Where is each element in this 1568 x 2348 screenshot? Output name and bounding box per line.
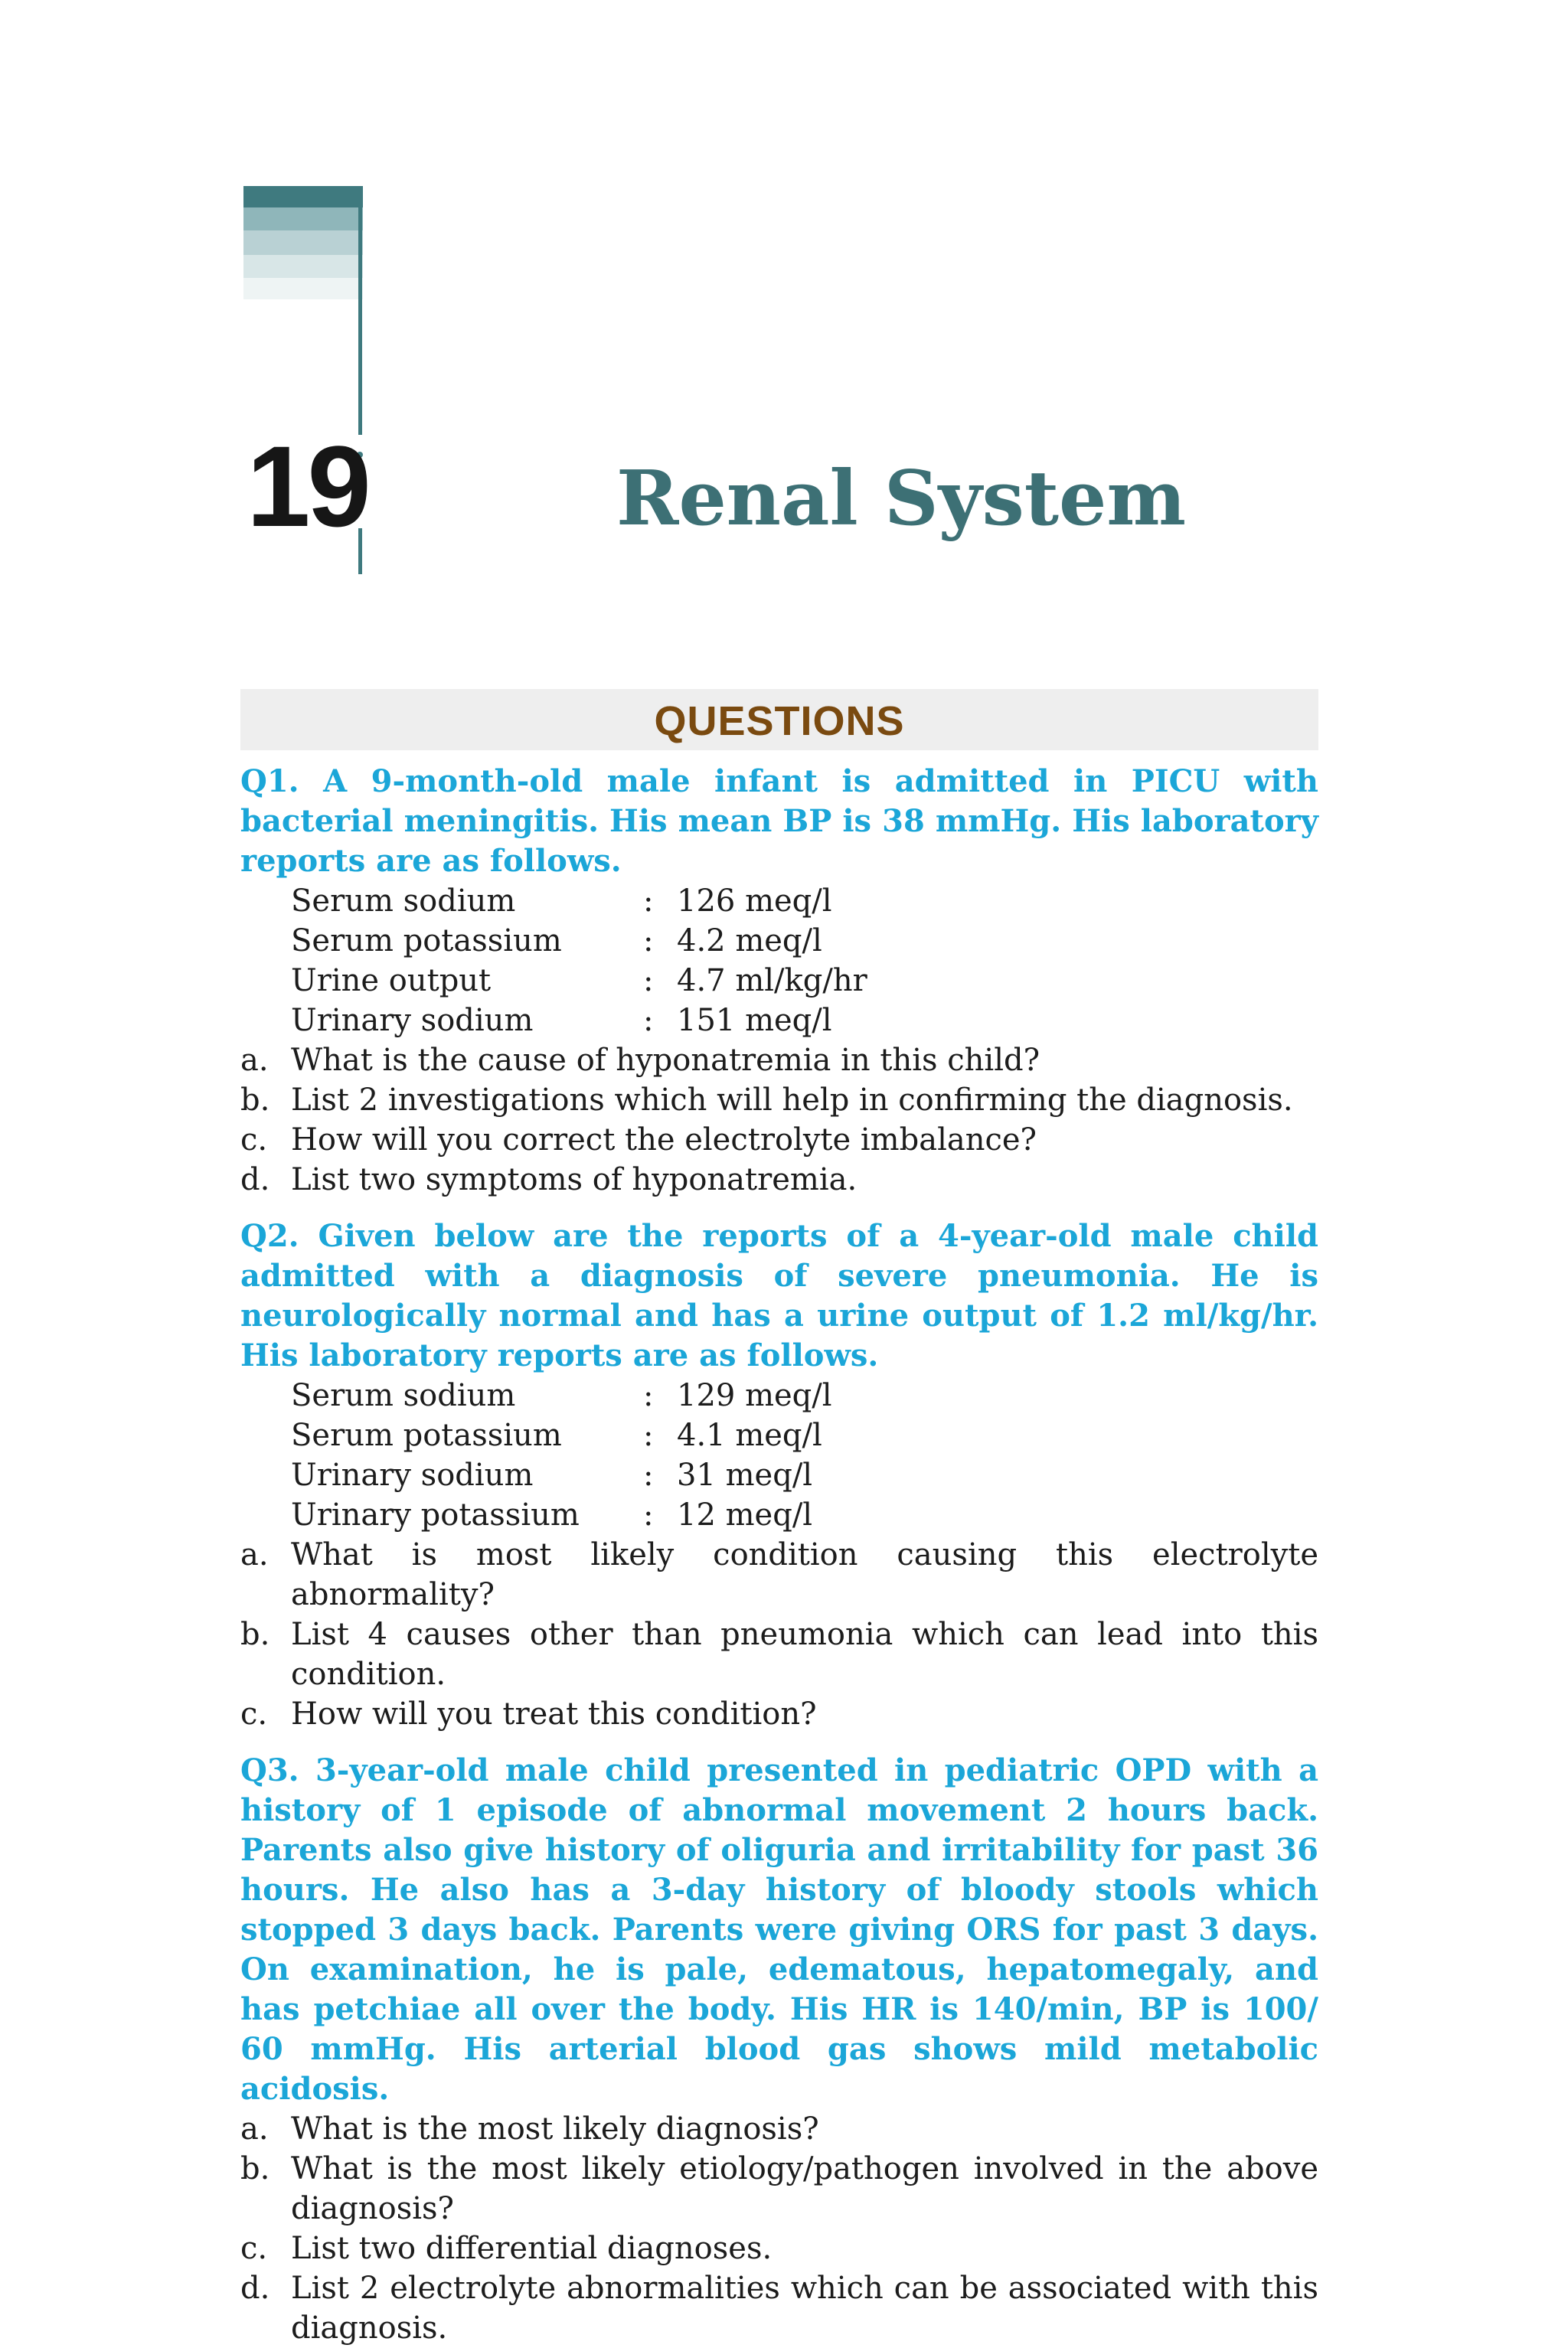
chapter-divider-line (358, 186, 362, 435)
sub-question: d. List 2 electrolyte abnormalities which can be associated with this diagnosis. (240, 2271, 1318, 2346)
sub-question: b. What is the most likely etiology/pathogen involved in the above diagnosis? (240, 2151, 1318, 2226)
lab-name: Urinary sodium (291, 1003, 534, 1038)
question-heading: Q3. 3-year-old male child presented in pediatric OPD with a history of 1 episode of abnormal movement 2 hours back. Parents also give history of oliguria and irritability for past 36 hours. He also has a 3-day history of bloody stools which stopped 3 days back. Parents were giving ORS for past 3 days. On examination, he is pale, edematous, hepatomegaly, and has petchiae all over the body. His HR is 140/min, BP is 100/ 60 mmHg. His arterial blood gas shows mild metabolic acidosis. (240, 1752, 1318, 2107)
decor-band (243, 255, 363, 278)
chapter-title: Renal System (616, 455, 1187, 543)
lab-value: 4.2 meq/l (677, 923, 822, 958)
lab-row: Serum potassium : 4.1 meq/l (291, 1416, 1318, 1455)
lab-report (291, 881, 1318, 1040)
decor-band (243, 186, 363, 207)
lab-value: 4.7 ml/kg/hr (677, 963, 867, 998)
lab-value: 129 meq/l (677, 1378, 832, 1413)
chapter-header-decoration (243, 186, 363, 299)
question-block (240, 762, 1318, 1200)
lab-name: Urinary sodium (291, 1458, 534, 1493)
lab-row: Serum potassium : 4.2 meq/l (291, 921, 1318, 961)
sub-question: a. What is the most likely diagnosis? (240, 2111, 819, 2147)
chapter-number: 19 (247, 422, 368, 550)
lab-row: Urinary sodium : 31 meq/l (291, 1455, 1318, 1495)
question-block (240, 1751, 1318, 2348)
lab-value: 4.1 meq/l (677, 1418, 822, 1453)
lab-name: Urine output (291, 963, 492, 998)
question-heading: Q2. Given below are the reports of a 4-year-old male child admitted with a diagnosis of severe pneumonia. He is neurologically normal and has a urine output of 1.2 ml/kg/hr. His laboratory reports are as follows. (240, 1218, 1318, 1373)
lab-row: Serum sodium : 129 meq/l (291, 1376, 1318, 1416)
lab-value: 151 meq/l (677, 1003, 832, 1038)
decor-band (243, 278, 363, 299)
lab-name: Serum sodium (291, 883, 516, 919)
sub-question: b. List 4 causes other than pneumonia which can lead into this condition. (240, 1617, 1318, 1692)
questions-heading: QUESTIONS (240, 689, 1318, 750)
lab-report (291, 1376, 1318, 1535)
lab-name: Serum potassium (291, 923, 562, 958)
sub-question: d. List two symptoms of hyponatremia. (240, 1162, 858, 1197)
decor-band (243, 230, 363, 255)
lab-row: Urine output : 4.7 ml/kg/hr (291, 961, 1318, 1001)
lab-row: Urinary potassium : 12 meq/l (291, 1495, 1318, 1535)
lab-name: Serum potassium (291, 1418, 562, 1453)
sub-question: a. What is the cause of hyponatremia in this child? (240, 1043, 1040, 1078)
sub-question: b. List 2 investigations which will help in confirming the diagnosis. (240, 1083, 1293, 1118)
question-block (240, 1216, 1318, 1734)
sub-question: c. How will you correct the electrolyte imbalance? (240, 1122, 1037, 1158)
lab-name: Serum sodium (291, 1378, 516, 1413)
lab-name: Urinary potassium (291, 1497, 580, 1533)
questions-content (240, 762, 1318, 2348)
sub-question: a. What is most likely condition causing this electrolyte abnormality? (240, 1537, 1318, 1612)
question-heading: Q1. A 9-month-old male infant is admitted in PICU with bacterial meningitis. His mean BP is 38 mmHg. His laboratory reports are as follows. (240, 763, 1318, 879)
lab-row: Serum sodium : 126 meq/l (291, 881, 1318, 921)
sub-question: c. How will you treat this condition? (240, 1697, 817, 1732)
sub-question: c. List two differential diagnoses. (240, 2231, 773, 2266)
lab-value: 126 meq/l (677, 883, 832, 919)
lab-value: 31 meq/l (677, 1458, 813, 1493)
lab-row: Urinary sodium : 151 meq/l (291, 1001, 1318, 1040)
decor-band (243, 207, 363, 230)
lab-value: 12 meq/l (677, 1497, 813, 1533)
